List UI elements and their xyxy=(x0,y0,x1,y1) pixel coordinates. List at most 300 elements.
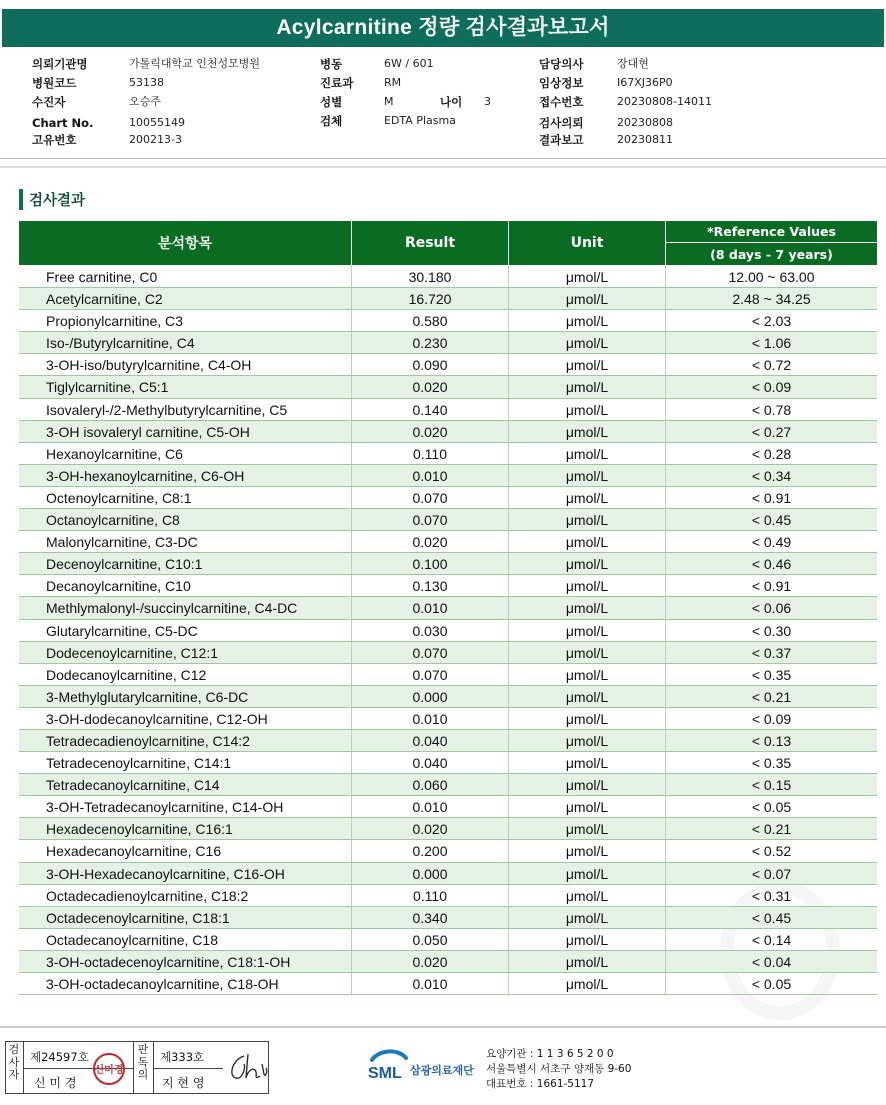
column-divider xyxy=(508,840,509,861)
analyte-name: Glutarylcarnitine, C5-DC xyxy=(46,622,198,639)
examiner-stamp xyxy=(92,1052,126,1086)
table-row xyxy=(19,907,877,929)
analyte-name: 3-OH-Hexadecanoylcarnitine, C16-OH xyxy=(46,865,285,882)
unit-value: μmol/L xyxy=(565,688,609,705)
column-divider xyxy=(351,443,352,464)
column-divider xyxy=(665,266,666,287)
info-label-report-date: 결과보고 xyxy=(539,133,584,147)
result-value: 0.020 xyxy=(412,534,448,551)
examiner-label: 검사자 xyxy=(8,1043,20,1081)
reference-value: < 0.05 xyxy=(751,799,792,816)
column-divider xyxy=(508,708,509,729)
reference-value: < 0.09 xyxy=(751,710,792,727)
result-value: 0.070 xyxy=(412,644,448,661)
analyte-name: Propionylcarnitine, C3 xyxy=(46,313,183,330)
column-divider xyxy=(665,796,666,817)
table-row xyxy=(19,509,877,531)
footer-divider xyxy=(0,1026,886,1028)
analyte-name: Dodecenoylcarnitine, C12:1 xyxy=(46,644,218,661)
reference-value: < 0.31 xyxy=(751,887,792,904)
column-divider xyxy=(665,752,666,773)
unit-value: μmol/L xyxy=(565,512,609,529)
info-label-unique-no: 고유번호 xyxy=(32,133,77,147)
table-row xyxy=(19,929,877,951)
analyte-name: 3-OH-dodecanoylcarnitine, C12-OH xyxy=(46,710,268,727)
reference-value: < 0.45 xyxy=(751,512,792,529)
analyte-name: 3-OH-hexanoylcarnitine, C6-OH xyxy=(46,467,245,484)
info-label-clinical-info: 임상정보 xyxy=(539,76,584,90)
column-divider xyxy=(665,575,666,596)
analyte-name: Hexadecanoylcarnitine, C16 xyxy=(46,843,222,860)
info-label-receipt-no: 접수번호 xyxy=(539,95,584,109)
analyte-name: Tetradecenoylcarnitine, C14:1 xyxy=(46,755,232,772)
table-row xyxy=(19,840,877,862)
unit-value: μmol/L xyxy=(565,489,609,506)
analyte-name: Octadecadienoylcarnitine, C18:2 xyxy=(46,887,249,904)
reference-value: < 0.52 xyxy=(751,843,792,860)
unit-value: μmol/L xyxy=(565,467,609,484)
analyte-name: Dodecanoylcarnitine, C12 xyxy=(46,666,207,683)
table-row xyxy=(19,553,877,575)
info-value-receipt-no: 20230808-14011 xyxy=(617,95,712,108)
unit-value: μmol/L xyxy=(565,953,609,970)
analyte-name: Octadecanoylcarnitine, C18 xyxy=(46,931,218,948)
column-divider xyxy=(351,509,352,530)
reviewer-label: 판독의 xyxy=(137,1043,149,1081)
table-row xyxy=(19,752,877,774)
analyte-name: Hexadecenoylcarnitine, C16:1 xyxy=(46,821,233,838)
analyte-name: Iso-/Butyrylcarnitine, C4 xyxy=(46,335,195,352)
info-label-institution: 의뢰기관명 xyxy=(32,57,88,71)
column-divider xyxy=(351,354,352,375)
column-divider xyxy=(508,421,509,442)
reference-value: < 0.34 xyxy=(751,467,792,484)
result-value: 0.030 xyxy=(412,622,448,639)
info-value-clinical-info: I67XJ36P0 xyxy=(617,76,673,89)
result-value: 0.040 xyxy=(412,732,448,749)
analyte-name: 3-OH-iso/butyrylcarnitine, C4-OH xyxy=(46,357,252,374)
table-row xyxy=(19,421,877,443)
column-divider xyxy=(351,730,352,751)
header-divider xyxy=(0,158,886,159)
results-table-header xyxy=(19,221,877,265)
column-divider xyxy=(665,686,666,707)
column-divider xyxy=(508,399,509,420)
column-divider xyxy=(665,840,666,861)
info-label-patient: 수진자 xyxy=(32,95,66,109)
analyte-name: 3-OH-Tetradecanoylcarnitine, C14-OH xyxy=(46,799,284,816)
column-divider xyxy=(665,907,666,928)
table-row xyxy=(19,863,877,885)
unit-value: μmol/L xyxy=(565,666,609,683)
column-divider xyxy=(665,774,666,795)
org-address: 서울특별시 서초구 양재동 9-60 xyxy=(486,1063,632,1075)
info-label-request-date: 검사의뢰 xyxy=(539,116,584,130)
header-divider-shadow xyxy=(0,166,886,168)
reference-value: 2.48 ~ 34.25 xyxy=(732,291,811,308)
column-divider xyxy=(508,818,509,839)
column-divider xyxy=(351,310,352,331)
column-divider xyxy=(665,465,666,486)
reference-value: < 0.13 xyxy=(751,732,792,749)
info-value-request-date: 20230808 xyxy=(617,116,673,129)
unit-value: μmol/L xyxy=(565,401,609,418)
column-divider xyxy=(508,332,509,353)
analyte-name: 3-OH isovaleryl carnitine, C5-OH xyxy=(46,423,250,440)
analyte-name: 3-Methylglutarylcarnitine, C6-DC xyxy=(46,688,249,705)
result-value: 0.340 xyxy=(412,909,448,926)
column-divider xyxy=(665,553,666,574)
column-divider xyxy=(351,840,352,861)
unit-value: μmol/L xyxy=(565,291,609,308)
column-divider xyxy=(351,332,352,353)
result-value: 0.090 xyxy=(412,357,448,374)
unit-value: μmol/L xyxy=(565,357,609,374)
info-label-hospital-code: 병원코드 xyxy=(32,76,77,90)
column-divider xyxy=(508,642,509,663)
reference-value: < 0.78 xyxy=(751,401,792,418)
svg-text:신미경: 신미경 xyxy=(94,1065,124,1076)
column-divider xyxy=(665,885,666,906)
table-row xyxy=(19,399,877,421)
column-divider xyxy=(351,376,352,397)
column-divider xyxy=(665,664,666,685)
result-value: 0.070 xyxy=(412,489,448,506)
column-divider xyxy=(351,288,352,309)
info-label-physician: 담당의사 xyxy=(539,57,584,71)
column-header-reference-range: (8 days - 7 years) xyxy=(666,243,877,265)
column-divider xyxy=(508,885,509,906)
column-divider xyxy=(508,310,509,331)
column-divider xyxy=(351,399,352,420)
column-divider xyxy=(508,509,509,530)
reference-value: < 0.21 xyxy=(751,688,792,705)
section-title: 검사결과 xyxy=(29,193,86,209)
column-divider xyxy=(508,973,509,994)
column-divider xyxy=(351,620,352,641)
result-value: 16.720 xyxy=(408,291,452,308)
reference-value: < 0.27 xyxy=(751,423,792,440)
info-value-unique-no: 200213-3 xyxy=(129,133,182,146)
column-divider xyxy=(351,708,352,729)
unit-value: μmol/L xyxy=(565,335,609,352)
column-divider xyxy=(508,553,509,574)
column-divider xyxy=(508,774,509,795)
reference-value: < 0.30 xyxy=(751,622,792,639)
result-value: 0.580 xyxy=(412,313,448,330)
table-row xyxy=(19,443,877,465)
column-divider xyxy=(351,575,352,596)
result-value: 0.050 xyxy=(412,931,448,948)
company-logo xyxy=(366,1046,486,1086)
analyte-name: Octadecenoylcarnitine, C18:1 xyxy=(46,909,230,926)
column-divider xyxy=(508,531,509,552)
signature-box xyxy=(5,1041,269,1094)
column-divider xyxy=(508,863,509,884)
result-value: 0.020 xyxy=(412,423,448,440)
column-divider xyxy=(351,487,352,508)
reference-value: < 0.49 xyxy=(751,534,792,551)
info-value-report-date: 20230811 xyxy=(617,133,673,146)
column-divider xyxy=(508,907,509,928)
column-divider xyxy=(351,531,352,552)
info-value-department: RM xyxy=(384,76,402,89)
analyte-name: 3-OH-octadecanoylcarnitine, C18-OH xyxy=(46,976,279,992)
unit-value: μmol/L xyxy=(565,556,609,573)
unit-value: μmol/L xyxy=(565,777,609,794)
result-value: 0.060 xyxy=(412,777,448,794)
reference-value: < 2.03 xyxy=(751,313,792,330)
result-value: 0.000 xyxy=(412,865,448,882)
org-info xyxy=(486,1047,631,1092)
column-divider xyxy=(351,774,352,795)
result-value: 0.230 xyxy=(412,335,448,352)
unit-value: μmol/L xyxy=(565,887,609,904)
table-row xyxy=(19,708,877,730)
column-divider xyxy=(351,929,352,950)
column-divider xyxy=(665,531,666,552)
column-divider xyxy=(665,332,666,353)
unit-value: μmol/L xyxy=(565,931,609,948)
column-divider xyxy=(351,664,352,685)
analyte-name: Methlymalonyl-/succinylcarnitine, C4-DC xyxy=(46,600,298,617)
sml-logo-icon xyxy=(366,1046,410,1086)
org-code: 요양기관 : 1 1 3 6 5 2 0 0 xyxy=(486,1048,614,1060)
unit-value: μmol/L xyxy=(565,534,609,551)
table-row xyxy=(19,288,877,310)
column-divider xyxy=(665,951,666,972)
unit-value: μmol/L xyxy=(565,755,609,772)
column-divider xyxy=(665,443,666,464)
unit-value: μmol/L xyxy=(565,379,609,396)
table-row xyxy=(19,818,877,840)
column-divider xyxy=(508,575,509,596)
results-table-body xyxy=(19,266,877,995)
table-row xyxy=(19,642,877,664)
table-row xyxy=(19,885,877,907)
unit-value: μmol/L xyxy=(565,976,609,992)
table-row xyxy=(19,597,877,619)
table-row xyxy=(19,664,877,686)
info-label-age: 나이 xyxy=(440,95,463,109)
column-divider xyxy=(351,686,352,707)
table-row xyxy=(19,465,877,487)
column-divider xyxy=(665,288,666,309)
unit-value: μmol/L xyxy=(565,710,609,727)
table-row xyxy=(19,354,877,376)
result-value: 0.020 xyxy=(412,953,448,970)
column-divider xyxy=(665,929,666,950)
column-divider xyxy=(351,863,352,884)
examiner-license: 제24597호 xyxy=(30,1050,89,1064)
reference-value: < 0.45 xyxy=(751,909,792,926)
table-row xyxy=(19,973,877,995)
table-row xyxy=(19,796,877,818)
reviewer-name: 지 현 영 xyxy=(162,1076,205,1090)
unit-value: μmol/L xyxy=(565,423,609,440)
reference-value: < 0.91 xyxy=(751,578,792,595)
column-divider xyxy=(351,752,352,773)
column-divider xyxy=(508,487,509,508)
column-divider xyxy=(351,597,352,618)
result-value: 0.110 xyxy=(413,887,447,904)
column-divider xyxy=(665,730,666,751)
result-value: 0.070 xyxy=(412,666,448,683)
column-divider xyxy=(665,973,666,994)
info-label-sex: 성별 xyxy=(320,95,343,109)
unit-value: μmol/L xyxy=(565,909,609,926)
table-row xyxy=(19,620,877,642)
unit-value: μmol/L xyxy=(565,821,609,838)
analyte-name: Decanoylcarnitine, C10 xyxy=(46,578,191,595)
analyte-name: Decenoylcarnitine, C10:1 xyxy=(46,556,203,573)
table-row xyxy=(19,310,877,332)
table-row xyxy=(19,730,877,752)
result-value: 0.040 xyxy=(412,755,448,772)
section-marker xyxy=(19,189,23,210)
column-divider xyxy=(508,288,509,309)
info-value-specimen: EDTA Plasma xyxy=(384,114,456,127)
column-divider xyxy=(665,487,666,508)
analyte-name: 3-OH-octadecenoylcarnitine, C18:1-OH xyxy=(46,953,291,970)
column-divider xyxy=(665,310,666,331)
column-divider xyxy=(508,664,509,685)
unit-value: μmol/L xyxy=(565,799,609,816)
unit-value: μmol/L xyxy=(565,843,609,860)
reference-value: < 0.14 xyxy=(751,931,792,948)
column-divider xyxy=(665,620,666,641)
analyte-name: Tetradecadienoylcarnitine, C14:2 xyxy=(46,732,250,749)
column-divider xyxy=(351,818,352,839)
result-value: 0.070 xyxy=(412,512,448,529)
info-label-specimen: 검체 xyxy=(320,114,343,128)
column-divider xyxy=(508,752,509,773)
reference-value: < 0.07 xyxy=(751,865,792,882)
column-divider xyxy=(508,376,509,397)
org-name: 삼광의료재단 xyxy=(410,1064,474,1077)
table-row xyxy=(19,686,877,708)
analyte-name: Tiglylcarnitine, C5:1 xyxy=(46,379,169,396)
column-divider xyxy=(508,730,509,751)
column-header-result: Result xyxy=(352,221,508,265)
sign-divider xyxy=(153,1068,223,1069)
result-value: 0.020 xyxy=(412,379,448,396)
unit-value: μmol/L xyxy=(565,865,609,882)
column-divider xyxy=(508,354,509,375)
table-row xyxy=(19,376,877,398)
result-value: 0.130 xyxy=(412,578,448,595)
column-divider xyxy=(351,796,352,817)
reference-value: < 0.35 xyxy=(751,666,792,683)
column-divider xyxy=(508,620,509,641)
column-divider xyxy=(665,597,666,618)
column-header-unit: Unit xyxy=(509,221,665,265)
column-divider xyxy=(351,465,352,486)
analyte-name: Hexanoylcarnitine, C6 xyxy=(46,445,183,462)
column-divider xyxy=(665,642,666,663)
info-value-sex: M xyxy=(384,95,394,108)
reference-value: < 0.21 xyxy=(751,821,792,838)
column-divider xyxy=(351,885,352,906)
table-row xyxy=(19,951,877,973)
reviewer-license: 제333호 xyxy=(160,1050,205,1064)
column-divider xyxy=(351,907,352,928)
table-row xyxy=(19,575,877,597)
reference-value: < 0.91 xyxy=(751,489,792,506)
result-value: 0.010 xyxy=(412,799,448,816)
table-row xyxy=(19,774,877,796)
table-row xyxy=(19,266,877,288)
info-value-chart-no: 10055149 xyxy=(129,116,185,129)
column-header-item: 분석항목 xyxy=(19,221,351,265)
info-value-hospital-code: 53138 xyxy=(129,76,164,89)
reference-value: < 0.05 xyxy=(751,976,792,992)
info-value-institution: 가톨릭대학교 인천성모병원 xyxy=(129,57,261,70)
info-value-ward: 6W / 601 xyxy=(384,57,434,70)
examiner-name: 신 미 경 xyxy=(34,1076,77,1090)
result-value: 0.010 xyxy=(412,600,448,617)
analyte-name: Tetradecanoylcarnitine, C14 xyxy=(46,777,220,794)
column-divider xyxy=(351,421,352,442)
unit-value: μmol/L xyxy=(565,313,609,330)
column-divider xyxy=(665,509,666,530)
result-value: 0.010 xyxy=(412,976,448,992)
reference-value: < 0.15 xyxy=(751,777,792,794)
column-divider xyxy=(351,266,352,287)
unit-value: μmol/L xyxy=(565,600,609,617)
column-divider xyxy=(665,863,666,884)
analyte-name: Isovaleryl-/2-Methylbutyrylcarnitine, C5 xyxy=(46,401,288,418)
info-label-department: 진료과 xyxy=(320,76,354,90)
sign-divider xyxy=(133,1042,134,1093)
column-divider xyxy=(665,354,666,375)
result-value: 0.200 xyxy=(412,843,448,860)
reference-value: < 0.28 xyxy=(751,445,792,462)
column-divider xyxy=(508,796,509,817)
column-divider xyxy=(508,465,509,486)
table-row xyxy=(19,487,877,509)
unit-value: μmol/L xyxy=(565,269,609,285)
info-value-age: 3 xyxy=(484,95,491,108)
column-divider xyxy=(508,597,509,618)
result-value: 0.020 xyxy=(412,821,448,838)
result-value: 0.110 xyxy=(413,445,447,462)
reference-value: 12.00 ~ 63.00 xyxy=(728,269,815,285)
analyte-name: Acetylcarnitine, C2 xyxy=(46,291,163,308)
unit-value: μmol/L xyxy=(565,732,609,749)
reference-value: < 0.46 xyxy=(751,556,792,573)
report-title: Acylcarnitine 정량 검사결과보고서 xyxy=(2,9,884,47)
result-value: 0.140 xyxy=(412,401,448,418)
org-phone: 대표번호 : 1661-5117 xyxy=(486,1078,595,1090)
column-divider xyxy=(351,642,352,663)
unit-value: μmol/L xyxy=(565,622,609,639)
unit-value: μmol/L xyxy=(565,445,609,462)
column-divider xyxy=(351,973,352,994)
column-divider xyxy=(508,266,509,287)
column-divider xyxy=(508,686,509,707)
result-value: 0.010 xyxy=(412,467,448,484)
reference-value: < 0.09 xyxy=(751,379,792,396)
column-divider xyxy=(665,399,666,420)
info-value-patient: 오승주 xyxy=(129,95,161,108)
analyte-name: Octanoylcarnitine, C8 xyxy=(46,512,180,529)
analyte-name: Octenoylcarnitine, C8:1 xyxy=(46,489,192,506)
column-divider xyxy=(508,443,509,464)
reference-value: < 0.72 xyxy=(751,357,792,374)
column-divider xyxy=(351,553,352,574)
result-value: 30.180 xyxy=(408,269,452,285)
